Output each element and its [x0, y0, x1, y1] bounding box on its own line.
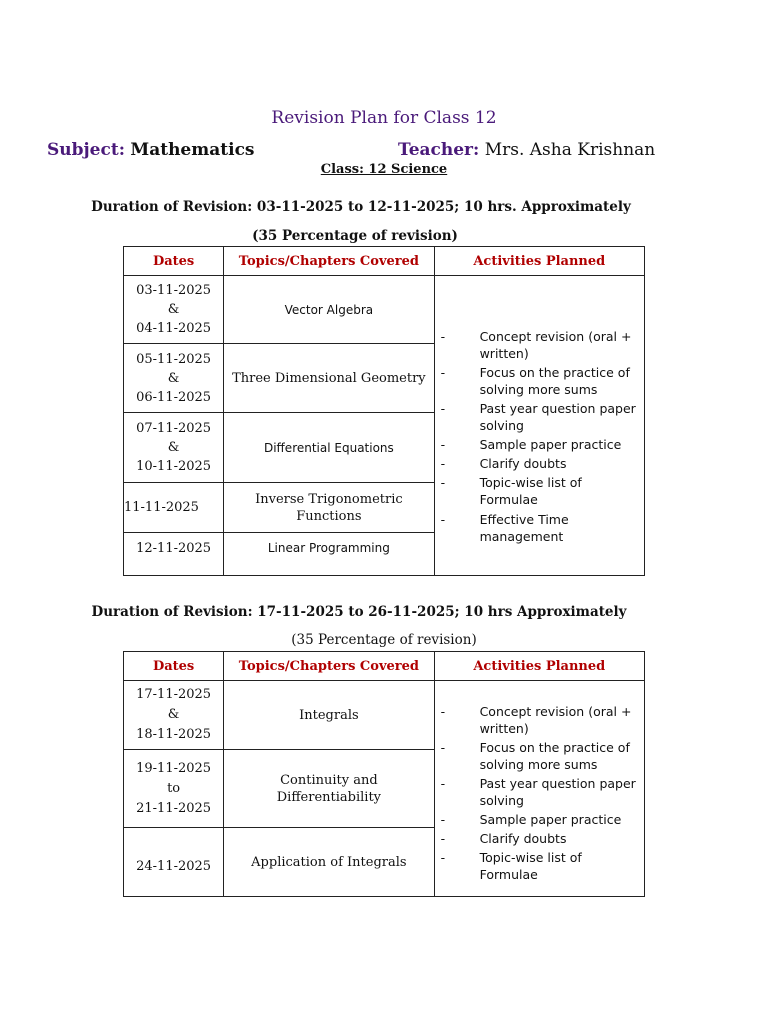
col-header-activities: Activities Planned: [434, 652, 644, 681]
table-header-row: [124, 247, 645, 276]
col-header-topics: Topics/Chapters Covered: [224, 652, 434, 681]
activity-item: - Clarify doubts: [440, 456, 567, 471]
class-line: Class: 12 Science: [320, 162, 448, 177]
date-cell: [124, 344, 224, 413]
date-joiner: &: [167, 707, 180, 722]
col-header-dates: Dates: [124, 652, 224, 681]
date-joiner: to: [167, 780, 181, 796]
date-end: 04-11-2025: [136, 321, 212, 336]
date-end: 21-11-2025: [136, 800, 212, 816]
date-start: 05-11-2025: [136, 351, 212, 367]
col-header-activities: Activities Planned: [434, 247, 644, 276]
subject-value: Mathematics: [130, 140, 255, 160]
date-end: 18-11-2025: [136, 727, 212, 742]
date-start: 19-11-2025: [136, 760, 212, 776]
teacher-label: Teacher:: [398, 140, 480, 160]
activity-item: - Past year question paper solving: [440, 776, 636, 808]
date-joiner: &: [167, 302, 180, 317]
date-cell: [124, 483, 224, 533]
activity-item: - Sample paper practice: [440, 812, 622, 827]
teacher-line: [398, 140, 655, 160]
topic-cell: Integrals: [224, 681, 434, 750]
topic-cell: Differential Equations: [224, 413, 434, 483]
topic-cell: Inverse Trigonometric Functions: [224, 483, 434, 533]
table-row: [124, 276, 645, 344]
section1-table: [123, 246, 645, 576]
activities-cell: [434, 276, 644, 576]
activity-item: - Focus on the practice of solving more sums: [440, 365, 630, 397]
date-end: 06-11-2025: [136, 389, 212, 405]
col-header-dates: Dates: [124, 247, 224, 276]
activity-item: - Past year question paper solving: [440, 401, 636, 433]
col-header-topics: Topics/Chapters Covered: [224, 247, 434, 276]
activity-item: - Effective Time management: [440, 512, 569, 544]
activity-item: - Sample paper practice: [440, 437, 622, 452]
teacher-value: Mrs. Asha Krishnan: [484, 140, 656, 160]
date-joiner: &: [167, 370, 180, 386]
date-cell: [124, 533, 224, 576]
topic-cell: Continuity and Differentiability: [224, 750, 434, 828]
section1-percentage: (35 Percentage of revision): [252, 228, 458, 244]
section1-duration: Duration of Revision: 03-11-2025 to 12-11-2025; 10 hrs. Approximately: [91, 199, 631, 215]
date-start: 17-11-2025: [136, 687, 212, 702]
section2-percentage: (35 Percentage of revision): [291, 632, 477, 648]
table-row: [124, 681, 645, 750]
subject-line: [47, 140, 255, 160]
date-cell: [124, 828, 224, 897]
topic-cell: Application of Integrals: [224, 828, 434, 897]
date-single: 12-11-2025: [136, 541, 212, 556]
date-start: 03-11-2025: [136, 283, 212, 298]
activity-item: - Concept revision (oral + written): [440, 704, 632, 736]
activities-cell: [434, 681, 644, 897]
date-single: 24-11-2025: [136, 858, 212, 874]
date-joiner: &: [167, 440, 180, 455]
activity-item: - Concept revision (oral + written): [440, 329, 632, 361]
date-cell: [124, 681, 224, 750]
table-header-row: [124, 652, 645, 681]
activity-item: - Topic-wise list of Formulae: [440, 850, 582, 882]
date-cell: [124, 276, 224, 344]
date-single: 11-11-2025: [124, 500, 199, 515]
section2-table: [123, 651, 645, 897]
subject-label: Subject:: [47, 140, 125, 160]
date-cell: [124, 413, 224, 483]
topic-cell: Linear Programming: [224, 533, 434, 576]
date-end: 10-11-2025: [136, 459, 212, 474]
activity-item: - Clarify doubts: [440, 831, 567, 846]
page-title: Revision Plan for Class 12: [271, 108, 497, 128]
activity-item: - Focus on the practice of solving more sums: [440, 740, 630, 772]
activity-item: - Topic-wise list of Formulae: [440, 475, 582, 507]
date-start: 07-11-2025: [136, 421, 212, 436]
topic-cell: Three Dimensional Geometry: [224, 344, 434, 413]
section2-duration: Duration of Revision: 17-11-2025 to 26-11-2025; 10 hrs Approximately: [91, 604, 627, 620]
topic-cell: Vector Algebra: [224, 276, 434, 344]
date-cell: [124, 750, 224, 828]
